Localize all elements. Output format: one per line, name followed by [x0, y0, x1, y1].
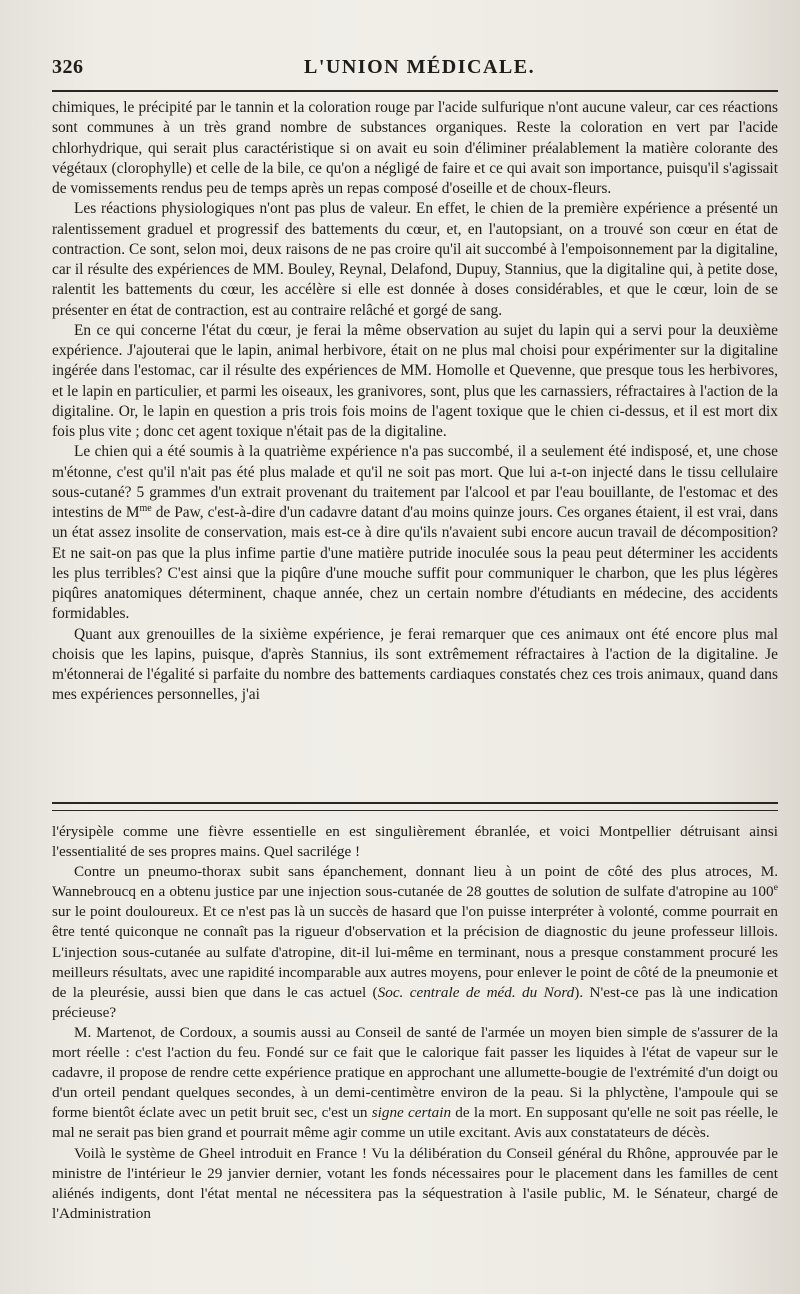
text-run: de Paw, c'est-à-dire d'un cadavre datant d'au moins quinze jours. Ces organes étaient, il est vrai, dans un état assez insolite de conservation, mais est-ce à dire qu'ils n'avaient subi encore aucun travail de décomposition? Et ne sait-on pas que la plus infime partie d'une matière putride inoculée sous la peau peut déterminer les accidents les plus terribles? C'est ainsi que la piqûre d'une mouche suffit pour communiquer le charbon, que les plus légères piqûres anatomiques déterminent, chaque année, chez un certain nombre d'étudiants en médecine, des accidents formidables.: [52, 504, 778, 623]
paragraph: chimiques, le précipité par le tannin et la coloration rouge par l'acide sulfurique n'ont aucune valeur, car ces réactions sont communes à un très grand nombre de substances organiques. Reste la coloration en vert par l'acide chlorhydrique, qui serait plus caractéristique si on avait eu soin d'éliminer préalablement la matière colorante des végétaux (clorophylle) et celle de la bile, ce qu'on a négligé de faire et ce qui avait son importance, puisqu'il s'agissait de vomissements rendus peu de temps après un repas composé d'oseille et de choux-fleurs.: [52, 99, 778, 197]
paragraph: En ce qui concerne l'état du cœur, je ferai la même observation au sujet du lapin qui a servi pour la deuxième expérience. J'ajouterai que le lapin, animal herbivore, était on ne plus mal choisi pour expérimenter sur la digitaline ingérée dans l'estomac, car il résulte des expériences de MM. Homolle et Quevenne, que presque tous les herbivores, et le lapin en particulier, et parmi les oiseaux, les granivores, sont, plus que les carnassiers, réfractaires à l'action de la digitaline. Or, le lapin en question a pris trois fois moins de l'agent toxique que le chien ci-dessus, et il est mort dix fois plus vite ; donc cet agent toxique n'était pas de la digitaline.: [52, 321, 778, 440]
paragraph: l'érysipèle comme une fièvre essentielle en est singulièrement ébranlée, et voici Montpellier détruisant ainsi l'essentialité de ses propres mains. Quel sacrilége !: [52, 823, 778, 861]
paragraph: Voilà le système de Gheel introduit en France ! Vu la délibération du Conseil général du Rhône, approuvée par le ministre de l'intérieur le 29 janvier dernier, votant les fonds nécessaires pour le placement dans les familles de cent aliénés indigents, dont l'état mental ne nécessitera pas la séquestration à l'asile public, M. le Sénateur, chargé de l'Administration: [52, 1144, 778, 1222]
paragraph: Les réactions physiologiques n'ont pas plus de valeur. En effet, le chien de la première expérience a présenté un ralentissement graduel et progressif des battements du cœur, et, en l'autopsiant, on a trouvé son cœur en état de contraction. Ce sont, selon moi, deux raisons de ne pas croire qu'il ait succombé à l'empoisonnement par la digitaline, car il résulte des expériences de MM. Bouley, Reynal, Delafond, Dupuy, Stannius, que la digitaline qui, à petite dose, ralentit les battements du cœur, les accélère si elle est donnée à doses considérables, et que le cœur, loin de se présenter en état de contraction, est au contraire relâché et gorgé de sang.: [52, 200, 778, 319]
text-run: sur le point douloureux. Et ce n'est pas là un succès de hasard que l'on puisse interpréter à volonté, comme pourrait en être tenté quiconque ne connaît pas la rigueur d'observation et la précision de diagnostic du jeune professeur lillois. L'injection sous-cutanée au sulfate d'atropine, dit-il lui-même en terminant, nous a presque constamment procuré les meilleurs résultats, avec une rapidité incomparable aux autres moyens, pour enlever le point de côté de la pneumonie et de la pleurésie, aussi bien que dans le cas actuel (: [52, 903, 778, 1001]
text-run: Contre un pneumo-thorax subit sans épanchement, donnant lieu à un point de côté des plus atroces, M. Wannebroucq en a obtenu justice par une injection sous-cutanée de 28 gouttes de solution de sulfate d'atropine au 100: [52, 863, 778, 901]
text-run: Le chien qui a été soumis à la quatrième expérience n'a pas succombé, il a seulement été indisposé, et, une chose m'étonne, c'est qu'il n'ait pas été plus malade et qu'il ne soit pas mort. Que lui a-t-on injecté dans le tissu cellulaire sous-cutané? 5 grammes d'un extrait provenant du traitement par l'alcool et par l'eau bouillante, de l'estomac et des intestins de M: [52, 443, 778, 521]
header-rule: [52, 90, 778, 92]
paragraph: [52, 862, 778, 1023]
superscript: me: [139, 502, 152, 514]
page-number: 326: [52, 56, 84, 78]
upper-text-block: [52, 98, 778, 706]
lower-text-block: [52, 822, 778, 1224]
section-divider: [52, 802, 778, 811]
running-title: L'UNION MÉDICALE.: [304, 56, 536, 78]
italic-citation: Soc. centrale de méd. du Nord: [377, 983, 575, 1001]
paragraph: [52, 442, 778, 624]
superscript: e: [773, 882, 778, 894]
paragraph: [52, 1023, 778, 1144]
paragraph: Quant aux grenouilles de la sixième expérience, je ferai remarquer que ces animaux ont été encore plus mal choisis que les lapins, puisque, d'après Stannius, ils sont extrêmement réfractaires à l'action de la digitaline. Je m'étonnerai de l'égalité si parfaite du nombre des battements cardiaques constatés chez ces trois animaux, quand dans mes expériences personnelles, j'ai: [52, 625, 778, 704]
text-run: de la mort. En supposant qu'elle ne soit pas réelle, le mal ne serait pas bien grand et pourrait même agir comme un utile excitant. Avis aux constatateurs de décès.: [52, 1104, 778, 1142]
text-run: ). N'est-ce pas là une indication précieuse?: [52, 983, 778, 1021]
text-run: M. Martenot, de Cordoux, a soumis aussi au Conseil de santé de l'armée un moyen bien simple de s'assurer de la mort réelle : c'est l'action du feu. Fondé sur ce fait que le calorique fait passer les liquides à l'état de vapeur sur le cadavre, il propose de rendre cette expérience pratique en approchant une allumette-bougie de l'extrémité d'un doigt ou d'un orteil pendant quelques secondes, à un demi-centimètre environ de la peau. Si la phlyctène, l'ampoule qui se forme bientôt éclate avec un petit bruit sec, c'est un: [52, 1023, 778, 1122]
italic-phrase: signe certain: [371, 1104, 452, 1122]
page-header: [52, 48, 778, 80]
